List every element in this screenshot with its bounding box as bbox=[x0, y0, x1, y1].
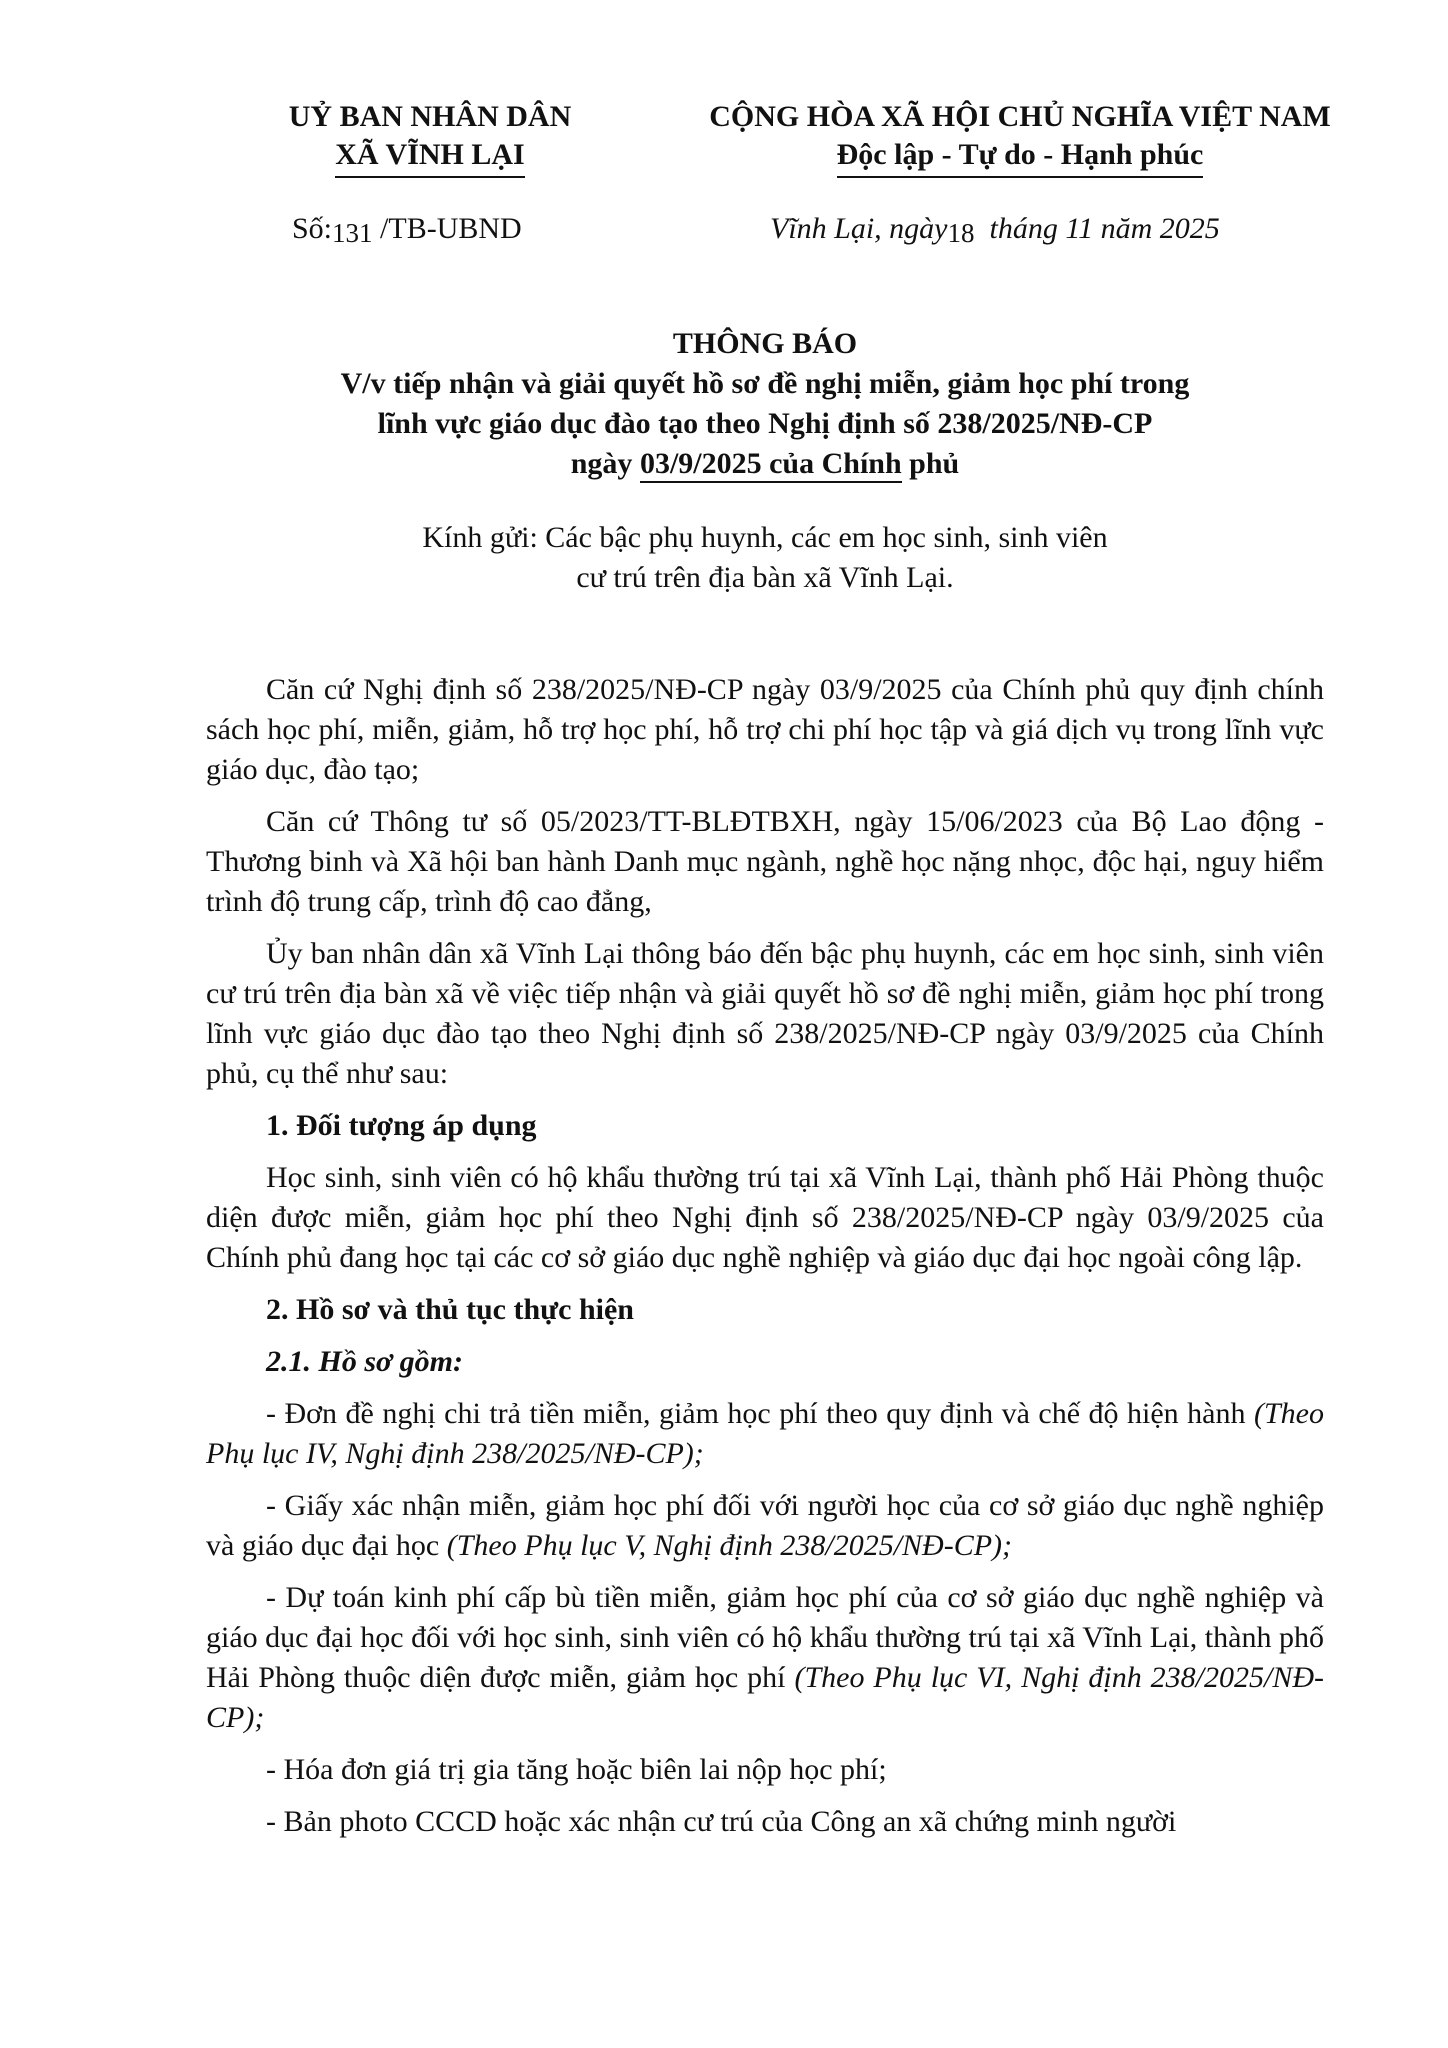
legal-basis-2: Căn cứ Thông tư số 05/2023/TT-BLĐTBXH, ngày 15/06/2023 của Bộ Lao động - Thương binh và Xã hội ban hành Danh mục ngành, nghề học nặng nhọc, độc hại, nguy hiểm trình độ trung cấp, trình độ cao đẳng, bbox=[206, 805, 1324, 918]
list-item-reference: (Theo Phụ lục IV, Nghị định 238/2025/NĐ-CP); bbox=[206, 1397, 1324, 1470]
section-2-1-heading: 2.1. Hồ sơ gồm: bbox=[266, 1345, 463, 1378]
section-2-heading: 2. Hồ sơ và thủ tục thực hiện bbox=[266, 1293, 634, 1326]
list-item bbox=[206, 1750, 1324, 1790]
subject-line-3 bbox=[200, 444, 1330, 484]
recipient-line-2: cư trú trên địa bàn xã Vĩnh Lại. bbox=[576, 561, 954, 594]
document-body bbox=[206, 670, 1324, 1854]
section-1-heading: 1. Đối tượng áp dụng bbox=[266, 1109, 537, 1142]
list-item-text: - Hóa đơn giá trị gia tăng hoặc biên lai nộp học phí; bbox=[266, 1753, 887, 1786]
subject-line-3-pre: ngày bbox=[570, 447, 640, 480]
document-title bbox=[200, 324, 1330, 484]
nation-motto: Độc lập - Tự do - Hạnh phúc bbox=[837, 136, 1204, 178]
list-item-reference: (Theo Phụ lục VI, Nghị định 238/2025/NĐ-CP); bbox=[206, 1661, 1324, 1734]
list-item-reference: (Theo Phụ lục V, Nghị định 238/2025/NĐ-CP); bbox=[446, 1529, 1013, 1562]
doc-number-value: 131 bbox=[332, 218, 373, 248]
agency-name-line2: XÃ VĨNH LẠI bbox=[335, 136, 524, 178]
list-item-text: - Dự toán kinh phí cấp bù tiền miễn, giảm học phí của cơ sở giáo dục nghề nghiệp và giáo dục đại học đối với học sinh, sinh viên có hộ khẩu thường trú tại xã Vĩnh Lại, thành phố Hải Phòng thuộc diện được miễn, giảm học phí bbox=[206, 1581, 1324, 1694]
nation-title: CỘNG HÒA XÃ HỘI CHỦ NGHĨA VIỆT NAM bbox=[709, 100, 1331, 133]
subject-line-2: lĩnh vực giáo dục đào tạo theo Nghị định số 238/2025/NĐ-CP bbox=[377, 407, 1153, 440]
date-day: 18 bbox=[947, 218, 975, 248]
document-number bbox=[292, 212, 522, 246]
recipient-line-1: Kính gửi: Các bậc phụ huynh, các em học sinh, sinh viên bbox=[422, 521, 1108, 554]
list-item bbox=[206, 1394, 1324, 1474]
title-heading: THÔNG BÁO bbox=[672, 327, 858, 360]
date-prefix: Vĩnh Lại, ngày bbox=[770, 212, 948, 245]
document-date bbox=[770, 212, 1220, 246]
list-item-text: - Đơn đề nghị chi trả tiền miễn, giảm học phí theo quy định và chế độ hiện hành bbox=[266, 1397, 1254, 1430]
list-item bbox=[206, 1486, 1324, 1566]
list-item bbox=[206, 1802, 1324, 1842]
subject-line-3-underlined: 03/9/2025 của Chính bbox=[640, 447, 902, 483]
doc-number-suffix: /TB-UBND bbox=[372, 212, 522, 245]
recipient-block bbox=[200, 518, 1330, 598]
date-suffix: tháng 11 năm 2025 bbox=[974, 212, 1220, 245]
announcement-intro: Ủy ban nhân dân xã Vĩnh Lại thông báo đến bậc phụ huynh, các em học sinh, sinh viên cư trú trên địa bàn xã về việc tiếp nhận và giải quyết hồ sơ đề nghị miễn, giảm học phí trong lĩnh vực giáo dục đào tạo theo Nghị định số 238/2025/NĐ-CP ngày 03/9/2025 của Chính phủ, cụ thể như sau: bbox=[206, 937, 1324, 1090]
subject-line-1: V/v tiếp nhận và giải quyết hồ sơ đề nghị miễn, giảm học phí trong bbox=[340, 367, 1190, 400]
national-motto bbox=[660, 98, 1380, 178]
list-item-text: - Bản photo CCCD hoặc xác nhận cư trú của Công an xã chứng minh người bbox=[266, 1805, 1177, 1838]
list-item bbox=[206, 1578, 1324, 1738]
subject-line-3-post: phủ bbox=[901, 447, 960, 480]
legal-basis-1: Căn cứ Nghị định số 238/2025/NĐ-CP ngày 03/9/2025 của Chính phủ quy định chính sách học phí, miễn, giảm, hỗ trợ học phí, hỗ trợ chi phí học tập và giá dịch vụ trong lĩnh vực giáo dục, đào tạo; bbox=[206, 673, 1324, 786]
doc-number-prefix: Số: bbox=[292, 212, 333, 245]
agency-name-line1: UỶ BAN NHÂN DÂN bbox=[288, 100, 572, 133]
section-1-text: Học sinh, sinh viên có hộ khẩu thường trú tại xã Vĩnh Lại, thành phố Hải Phòng thuộc diện được miễn, giảm học phí theo Nghị định số 238/2025/NĐ-CP ngày 03/9/2025 của Chính phủ đang học tại các cơ sở giáo dục nghề nghiệp và giáo dục đại học ngoài công lập. bbox=[206, 1161, 1324, 1274]
list-item-text: - Giấy xác nhận miễn, giảm học phí đối với người học của cơ sở giáo dục nghề nghiệp và giáo dục đại học bbox=[206, 1489, 1324, 1562]
issuing-agency bbox=[250, 98, 610, 178]
